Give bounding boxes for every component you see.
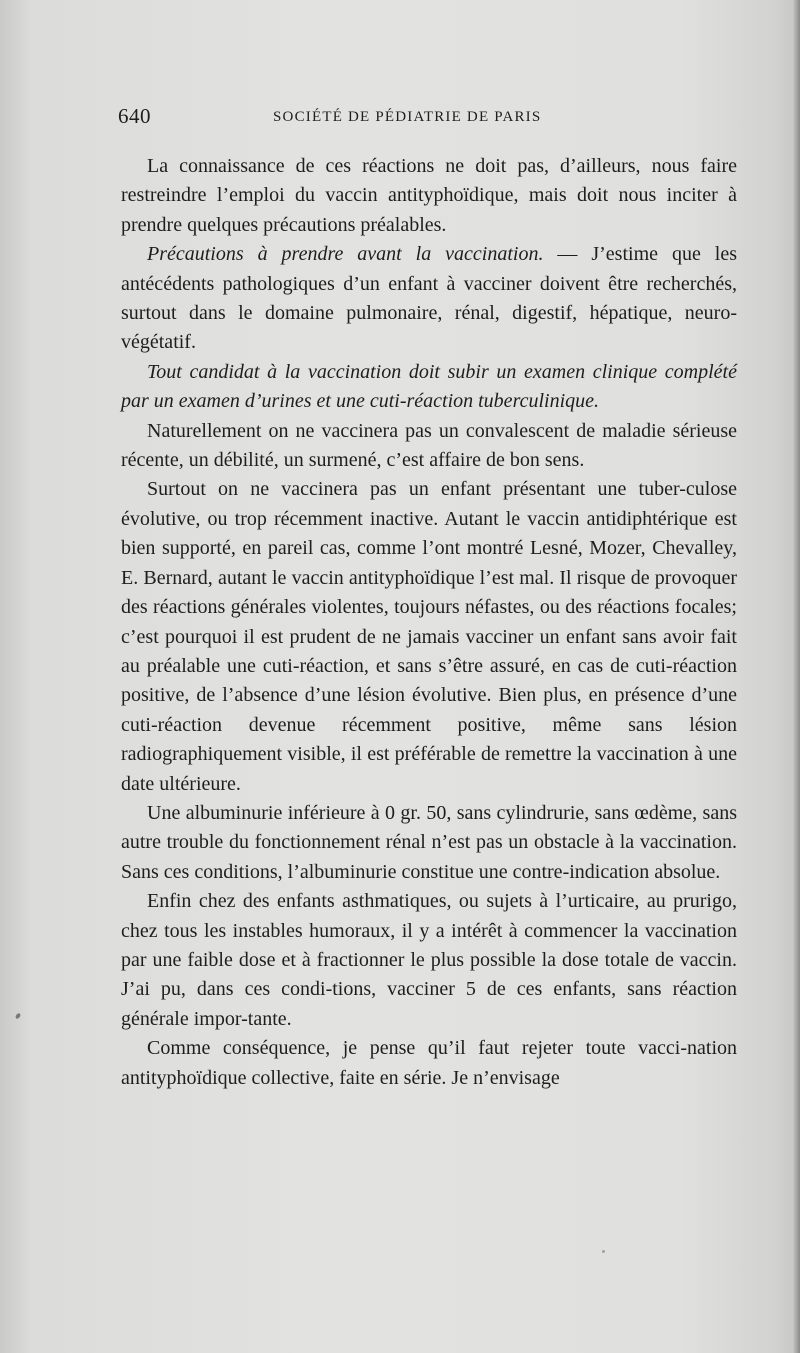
section-heading-precautions: Précautions à prendre avant la vaccination. — [147, 243, 544, 266]
paragraph-convalescent: Naturellement on ne vaccinera pas un convalescent de maladie sérieuse récente, un débilité, un surmené, c’est affaire de bon sens. — [121, 419, 737, 472]
running-title: SOCIÉTÉ DE PÉDIATRIE DE PARIS — [273, 109, 542, 125]
page-header — [118, 100, 738, 136]
page-edge-shadow — [792, 0, 800, 1353]
paragraph-asthmatiques: Enfin chez des enfants asthmatiques, ou sujets à l’urticaire, au prurigo, chez tous les instables humoraux, il y a intérêt à commencer la vaccination par une faible dose et à fractionner le plus possible la dose totale de vaccin. J’ai pu, dans ces condi-tions, vacciner 5 de ces enfants, sans réaction générale impor-tante. — [121, 890, 737, 1030]
page-number: 640 — [118, 104, 151, 128]
paragraph-reactions: La connaissance de ces réactions ne doit pas, d’ailleurs, nous faire restreindre l’emploi du vaccin antityphoïdique, mais doit nous inciter à prendre quelques précautions préalables. — [121, 155, 737, 236]
paragraph-precautions-text: — J’estime que les antécédents pathologiques d’un enfant à vacciner doivent être recherchés, surtout dans le domaine pulmonaire, rénal, digestif, hépatique, neuro-végétatif. — [121, 243, 737, 354]
paragraph-consequence: Comme conséquence, je pense qu’il faut rejeter toute vacci-nation antityphoïdique collective, faite en série. Je n’envisage — [121, 1037, 737, 1089]
paragraph-precautions — [121, 240, 737, 358]
paragraph-examen: Tout candidat à la vaccination doit subir un examen clinique complété par un examen d’urines et une cuti-réaction tuberculinique. — [121, 360, 737, 413]
paper-speck — [602, 1250, 605, 1253]
paragraph-albuminurie: Une albuminurie inférieure à 0 gr. 50, sans cylindrurie, sans œdème, sans autre trouble du fonctionnement rénal n’est pas un obstacle à la vaccination. Sans ces conditions, l’albuminurie constitue une contre-indication absolue. — [121, 801, 737, 883]
paper-speck — [15, 1012, 22, 1019]
body-text — [121, 152, 737, 1093]
paragraph-tuberculose: Surtout on ne vaccinera pas un enfant présentant une tuber-culose évolutive, ou trop récemment inactive. Autant le vaccin antidiphtérique est bien supporté, en pareil cas, comme l’ont montré Lesné, Mozer, Chevalley, E. Bernard, autant le vaccin antityphoïdique l’est mal. Il risque de provoquer des réactions générales violentes, toujours néfastes, ou des réactions focales; c’est pourquoi il est prudent de ne jamais vacciner un enfant sans avoir fait au préalable une cuti-réaction, et sans s’être assuré, en cas de cuti-réaction positive, de l’absence d’une lésion évolutive. Bien plus, en présence d’une cuti-réaction devenue récemment positive, même sans lésion radiographiquement visible, il est préférable de remettre la vaccination à une date ultérieure. — [121, 478, 737, 795]
